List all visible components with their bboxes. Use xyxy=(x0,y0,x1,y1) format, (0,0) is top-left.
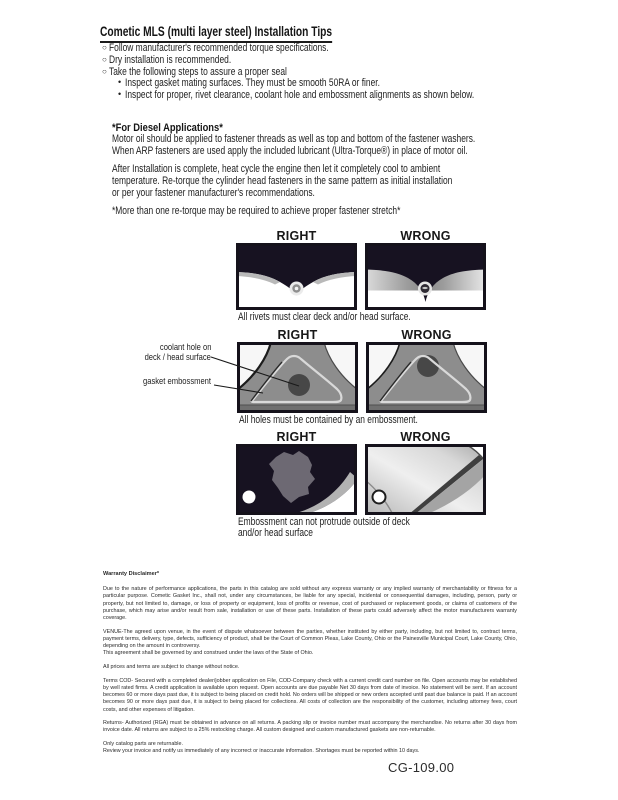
wrong-label: WRONG xyxy=(400,229,451,243)
warranty-text: This agreement shall be governed by and construed under the laws of the State of Ohio. xyxy=(103,650,314,657)
diagram-rivet-right xyxy=(236,243,357,310)
warranty-heading: Warranty Disclaimer* xyxy=(103,571,160,577)
diagram-protrusion-wrong xyxy=(365,444,486,515)
warranty-paragraph: Terms COD- Secured with a completed dealer/jobber application on File, COD-Company check with a current credit card number on file. Open accounts may be established by well rated firms. A credit application is available upon request. Open accounts are due payable Net 30 days from date of invoice. No statement will be sent. If an account becomes 60 or more days past due, it is subject to being placed on credit hold. No orders will be shipped or new orders accepted until past due balance is paid. If an account becomes 90 or more days past due, it is subject to being placed for collections. All costs of collection are the responsibility of the customer, including attorney fees, court costs, and other expenses of litigation. xyxy=(103,677,517,713)
tip-text: Dry installation is recommended. xyxy=(109,53,232,66)
warranty-text: VENUE-The agreed upon venue, in the event of dispute whatsoever between the parties, whether instituted by either party, including, but not limited to, contract terms, payment terms, delivery, type, defects, sufficiency of product, shall be the Court of Common Pleas, Lake County, Ohio or the Painesville Municipal Court, Lake County, Ohio, depending on the amount in controversy. xyxy=(103,628,517,650)
diagram-caption-line: and/or head surface xyxy=(238,526,313,539)
annotation-coolant-hole xyxy=(95,343,211,362)
open-bullet-icon: ○ xyxy=(102,54,107,64)
diagram-labels xyxy=(236,230,486,242)
title-wrap xyxy=(100,23,418,43)
annotation-line: coolant hole on xyxy=(159,342,211,353)
diagram-caption: All holes must be contained by an embossment. xyxy=(239,414,418,426)
warranty-paragraph: Returns- Authorized (RGA) must be obtained in advance on all returns. A packing slip or invoice number must accompany the merchandise. No returns after 30 days from invoice date. All returns are subject to a 25% restocking charge. All custom designed and custom manufactured gaskets are non-returnable. xyxy=(103,720,517,734)
diagram-row-rivets xyxy=(236,230,486,323)
retorque-note xyxy=(112,206,482,218)
page-title: Cometic MLS (multi layer steel) Installation Tips xyxy=(100,23,332,43)
diagram-hole-wrong xyxy=(366,342,487,413)
warranty-text: Only catalog parts are returnable. xyxy=(103,741,184,748)
diagram-panels xyxy=(236,444,486,515)
diagram-protrusion-right xyxy=(236,444,357,515)
warranty-paragraph: Due to the nature of performance applications, the parts in this catalog are sold without any express warranty or any implied warranty of merchantability or fitness for a particular purpose. Cometic Gasket Inc., shall not, under any circumstances, be liable for any special, incidental or consequential damages, including, person, party or property, but not limited to, damage, or loss of property or equipment, loss of profits or revenue, cost of purchased or replacement goods, or claims of customers of the purchase, which may arise and/or result from sale, installation or use of these parts. Installation of these parts could adversely affect the motor manufacturers warranty coverage. xyxy=(103,586,517,622)
warranty-paragraph xyxy=(103,741,517,755)
diagram-row-protrusion xyxy=(236,431,486,538)
open-bullet-icon: ○ xyxy=(102,66,107,76)
diagram-row-embossment xyxy=(237,329,487,426)
warranty-paragraph xyxy=(103,629,517,658)
annotation-line: gasket embossment xyxy=(142,376,211,387)
annotation-gasket-embossment xyxy=(95,377,211,387)
right-label: RIGHT xyxy=(277,328,318,342)
page-code: CG-109.00 xyxy=(388,760,455,775)
diagram-rivet-wrong xyxy=(365,243,486,310)
paragraph-line: Motor oil should be applied to fastener threads as well as top and bottom of the fastener washers. xyxy=(112,133,476,145)
tips-list xyxy=(102,43,573,102)
warranty-text: Review your invoice and notify us immediately of any incorrect or inaccurate information. Shortages must be reported within 10 days. xyxy=(103,748,420,755)
diagram-labels xyxy=(237,329,487,341)
tip-text: Follow manufacturer's recommended torque specifications. xyxy=(109,42,329,54)
diagram-caption-line: Embossment can not protrude outside of deck xyxy=(238,516,410,528)
diesel-heading: *For Diesel Applications* xyxy=(112,122,223,134)
diesel-paragraph-1 xyxy=(112,134,578,158)
filled-bullet-icon: • xyxy=(118,77,122,88)
warranty-paragraph: All prices and terms are subject to change without notice. xyxy=(103,664,240,671)
diagram-panels xyxy=(236,243,486,310)
right-label: RIGHT xyxy=(276,229,317,243)
open-bullet-icon: ○ xyxy=(102,43,107,52)
annotation-line: deck / head surface xyxy=(144,351,211,363)
diagram-caption: All rivets must clear deck and/or head surface. xyxy=(238,311,411,323)
paragraph-line: When ARP fasteners are used apply the included lubricant (Ultra-Torque®) in place of motor oil. xyxy=(112,144,468,157)
tip-text: Take the following steps to assure a proper seal xyxy=(109,65,287,78)
tip-text: Inspect gasket mating surfaces. They must be smooth 50RA or finer. xyxy=(125,77,380,90)
diagram-hole-right xyxy=(237,342,358,413)
warranty-section xyxy=(103,571,517,762)
diesel-paragraph-2 xyxy=(112,164,548,199)
tip-text: Inspect for proper, rivet clearance, coolant hole and embossment alignments as shown below. xyxy=(125,89,475,102)
paragraph-line: temperature. Re-torque the cylinder head fasteners in the same pattern as initial installation xyxy=(112,174,453,187)
paragraph-line: or per your fastener manufacturer's recommendations. xyxy=(112,186,315,199)
wrong-label: WRONG xyxy=(401,328,452,342)
filled-bullet-icon: • xyxy=(118,89,122,100)
list-item xyxy=(102,90,573,102)
diagram-labels xyxy=(236,431,486,443)
diagram-panels xyxy=(237,342,487,413)
wrong-label: WRONG xyxy=(400,430,451,444)
right-label: RIGHT xyxy=(276,430,317,444)
paragraph-line: *More than one re-torque may be required to achieve proper fastener stretch* xyxy=(112,205,401,217)
paragraph-line: After Installation is complete, heat cycle the engine then let it completely cool to ambient xyxy=(112,163,441,175)
